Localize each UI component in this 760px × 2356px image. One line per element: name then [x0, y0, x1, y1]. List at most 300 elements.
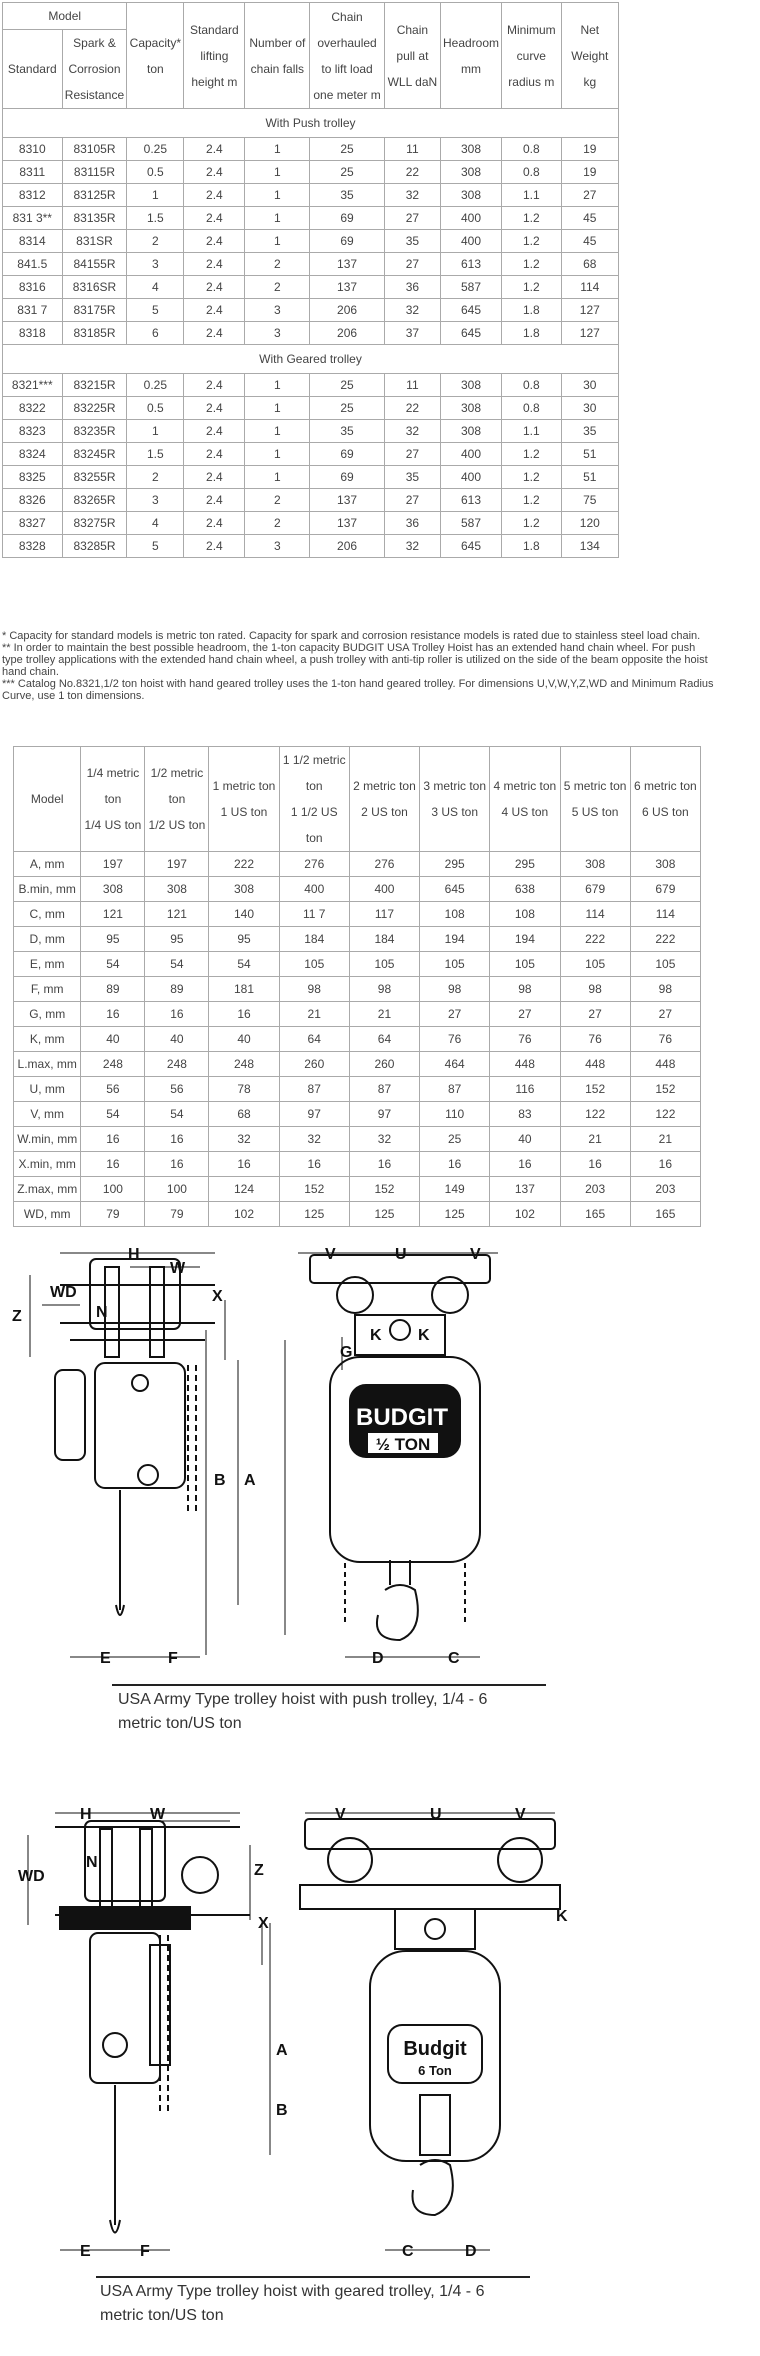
table-cell: 2.4 [184, 161, 245, 184]
table-cell: 78 [209, 1077, 279, 1102]
table-cell: 184 [279, 927, 349, 952]
table-cell: 108 [490, 902, 560, 927]
dim-label-v: V [515, 1806, 526, 1823]
table-cell: 2.4 [184, 276, 245, 299]
table-cell: 122 [630, 1102, 700, 1127]
table-cell: 2.4 [184, 420, 245, 443]
table-cell: 35 [561, 420, 618, 443]
table-cell: 108 [420, 902, 490, 927]
table-cell: 32 [279, 1127, 349, 1152]
table-cell: 98 [420, 977, 490, 1002]
table-cell: 16 [81, 1002, 145, 1027]
table-cell: F, mm [14, 977, 81, 1002]
table-cell: 116 [490, 1077, 560, 1102]
table-cell: 79 [145, 1202, 209, 1227]
table-cell: 32 [349, 1127, 419, 1152]
table-cell: 32 [384, 420, 440, 443]
dim-label-h: H [128, 1246, 140, 1263]
footnote: ** In order to maintain the best possible headroom, the 1-ton capacity BUDGIT USA Trolley Hoist has an extended hand chain wheel. For push type trolley applications with the extended hand chain wheel, a push trolley with anti-tip roller is utilized on the side of the beam opposite the hoist hand chain. [2, 642, 708, 678]
table-cell: 105 [560, 952, 630, 977]
table-cell: 102 [209, 1202, 279, 1227]
table-cell: A, mm [14, 852, 81, 877]
table-cell: 83 [490, 1102, 560, 1127]
table-cell: 1.2 [502, 207, 562, 230]
table-cell: 2.4 [184, 374, 245, 397]
dim-label-k: K [370, 1327, 382, 1344]
table-cell: 645 [420, 877, 490, 902]
table-row [3, 207, 619, 230]
table-cell: E, mm [14, 952, 81, 977]
table-row [3, 299, 619, 322]
table-cell: 102 [490, 1202, 560, 1227]
table-cell: 25 [310, 138, 385, 161]
table-cell: 83225R [62, 397, 127, 420]
table-cell: 40 [490, 1127, 560, 1152]
table-cell: 32 [209, 1127, 279, 1152]
table-cell: 35 [310, 184, 385, 207]
header-line: 4 metric ton [493, 779, 557, 793]
table-cell: 21 [279, 1002, 349, 1027]
table-cell: 1 [127, 184, 184, 207]
figure-caption [118, 1688, 558, 1736]
table-cell: K, mm [14, 1027, 81, 1052]
table-cell: 105 [279, 952, 349, 977]
table-cell: 27 [490, 1002, 560, 1027]
table-cell: 2.4 [184, 443, 245, 466]
table-row [14, 1127, 701, 1152]
table-cell: 2.4 [184, 466, 245, 489]
table-cell: 1.2 [502, 489, 562, 512]
header-standard: Standard [3, 30, 63, 109]
table-cell: 95 [145, 927, 209, 952]
header-curve: Minimum curve radius m [502, 3, 562, 109]
table-cell: 1.2 [502, 253, 562, 276]
table-cell: 32 [384, 299, 440, 322]
table-row [3, 443, 619, 466]
hoist-spec-table [2, 2, 619, 558]
table-cell: 21 [630, 1127, 700, 1152]
hoist-spec-body [3, 109, 619, 558]
geared-trolley-hoist-drawing [0, 1805, 580, 2275]
table-cell: 56 [145, 1077, 209, 1102]
table-cell: 206 [310, 322, 385, 345]
table-cell: 83125R [62, 184, 127, 207]
table-cell: 0.8 [502, 138, 562, 161]
table-cell: 1.5 [127, 207, 184, 230]
header-line: Model [30, 792, 64, 806]
brand-logo: Budgit [403, 2038, 467, 2060]
table-cell: 36 [384, 512, 440, 535]
table-cell: 308 [81, 877, 145, 902]
column-header [349, 747, 419, 852]
table-cell: 121 [81, 902, 145, 927]
table-cell: 448 [490, 1052, 560, 1077]
dim-label-v: V [325, 1246, 336, 1263]
table-cell: 16 [630, 1152, 700, 1177]
table-cell: 2.4 [184, 138, 245, 161]
table-cell: 105 [349, 952, 419, 977]
table-cell: 40 [209, 1027, 279, 1052]
table-cell: 1.2 [502, 443, 562, 466]
table-cell: 89 [145, 977, 209, 1002]
table-cell: D, mm [14, 927, 81, 952]
table-cell: 120 [561, 512, 618, 535]
table-cell: 100 [145, 1177, 209, 1202]
table-cell: 11 [384, 138, 440, 161]
table-cell: 98 [279, 977, 349, 1002]
table-cell: 1.2 [502, 466, 562, 489]
header-pull: Chain pull at WLL daN [384, 3, 440, 109]
table-cell: 35 [310, 420, 385, 443]
table-cell: 260 [349, 1052, 419, 1077]
table-cell: 400 [349, 877, 419, 902]
table-cell: 16 [209, 1152, 279, 1177]
dim-label-v: V [470, 1246, 481, 1263]
table-cell: 8316 [3, 276, 63, 299]
header-line: 6 metric ton [634, 779, 697, 793]
table-cell: 308 [441, 184, 502, 207]
table-cell: 831 3** [3, 207, 63, 230]
table-cell: 448 [630, 1052, 700, 1077]
table-cell: 206 [310, 299, 385, 322]
table-cell: 69 [310, 443, 385, 466]
table-cell: 4 [127, 512, 184, 535]
header-line: 1 1/2 US [290, 805, 338, 819]
table-cell: 0.8 [502, 397, 562, 420]
table-cell: 260 [279, 1052, 349, 1077]
table-cell: 83135R [62, 207, 127, 230]
table-cell: 114 [630, 902, 700, 927]
table-cell: 308 [441, 397, 502, 420]
caption-line: metric ton/US ton [118, 1715, 242, 1732]
table-cell: 16 [420, 1152, 490, 1177]
header-line: ton [168, 792, 186, 806]
table-cell: 8316SR [62, 276, 127, 299]
table-cell: 19 [561, 161, 618, 184]
dim-label-h: H [80, 1806, 92, 1823]
caption-line: metric ton/US ton [100, 2307, 224, 2324]
table-cell: 152 [279, 1177, 349, 1202]
table-cell: 16 [349, 1152, 419, 1177]
table-cell: 137 [490, 1177, 560, 1202]
capacity-badge: ½ TON [375, 1435, 431, 1454]
table-cell: 0.25 [127, 374, 184, 397]
table-cell: 613 [441, 489, 502, 512]
table-cell: 197 [145, 852, 209, 877]
column-header [145, 747, 209, 852]
table-row [3, 161, 619, 184]
table-cell: 35 [384, 230, 440, 253]
table-cell: 1 [245, 420, 310, 443]
table-cell: 54 [145, 952, 209, 977]
header-line: 3 US ton [431, 805, 479, 819]
table-cell: 54 [209, 952, 279, 977]
table-cell: 21 [560, 1127, 630, 1152]
dim-label-z: Z [12, 1308, 22, 1325]
table-cell: 8326 [3, 489, 63, 512]
column-header [209, 747, 279, 852]
table-cell: 27 [561, 184, 618, 207]
table-cell: 122 [560, 1102, 630, 1127]
table-cell: 1 [245, 184, 310, 207]
table-cell: 40 [81, 1027, 145, 1052]
table-row [14, 1152, 701, 1177]
table-row [3, 489, 619, 512]
table-row [3, 276, 619, 299]
table-cell: 2.4 [184, 230, 245, 253]
table-cell: 83235R [62, 420, 127, 443]
table-cell: 45 [561, 230, 618, 253]
table-header-row [3, 3, 619, 30]
header-line: 1/4 US ton [84, 818, 142, 832]
table-cell: 105 [490, 952, 560, 977]
table-cell: 222 [560, 927, 630, 952]
dim-label-x: X [212, 1288, 223, 1305]
table-row [14, 852, 701, 877]
table-cell: 2.4 [184, 207, 245, 230]
table-cell: 125 [420, 1202, 490, 1227]
header-line: 1 US ton [220, 805, 268, 819]
table-cell: 197 [81, 852, 145, 877]
table-cell: 127 [561, 299, 618, 322]
table-cell: 831 7 [3, 299, 63, 322]
table-row [14, 1102, 701, 1127]
table-cell: 25 [310, 161, 385, 184]
header-line: 4 US ton [501, 805, 549, 819]
table-cell: 83105R [62, 138, 127, 161]
table-cell: 194 [420, 927, 490, 952]
header-line: 6 US ton [642, 805, 689, 819]
table-cell: X.min, mm [14, 1152, 81, 1177]
dim-label-b: B [214, 1472, 226, 1489]
table-cell: 16 [145, 1127, 209, 1152]
table-cell: 98 [560, 977, 630, 1002]
table-cell: 1.5 [127, 443, 184, 466]
table-cell: 32 [384, 535, 440, 558]
table-cell: 184 [349, 927, 419, 952]
dim-label-n: N [86, 1854, 98, 1871]
table-cell: Z.max, mm [14, 1177, 81, 1202]
dim-label-g: G [340, 1344, 353, 1361]
table-cell: 27 [384, 489, 440, 512]
table-cell: U, mm [14, 1077, 81, 1102]
table-cell: 8311 [3, 161, 63, 184]
table-cell: 98 [490, 977, 560, 1002]
table-cell: 2 [245, 512, 310, 535]
table-row [3, 397, 619, 420]
dim-label-k: K [418, 1327, 430, 1344]
table-cell: 645 [441, 535, 502, 558]
table-cell: 165 [560, 1202, 630, 1227]
table-cell: 0.5 [127, 161, 184, 184]
table-row [3, 184, 619, 207]
dim-label-x: X [258, 1915, 269, 1932]
table-row [14, 877, 701, 902]
table-cell: 1 [245, 466, 310, 489]
table-cell: 5 [127, 535, 184, 558]
column-header [420, 747, 490, 852]
caption-divider [96, 2276, 530, 2278]
table-row [3, 466, 619, 489]
table-cell: 64 [279, 1027, 349, 1052]
section-row [3, 345, 619, 374]
header-lift: Standard lifting height m [184, 3, 245, 109]
table-cell: 1.8 [502, 299, 562, 322]
table-cell: 89 [81, 977, 145, 1002]
table-cell: 4 [127, 276, 184, 299]
table-cell: G, mm [14, 1002, 81, 1027]
table-cell: 308 [441, 138, 502, 161]
table-cell: 248 [209, 1052, 279, 1077]
table-cell: 137 [310, 276, 385, 299]
dim-label-e: E [80, 2243, 91, 2260]
table-cell: 1 [245, 207, 310, 230]
caption-line: USA Army Type trolley hoist with geared trolley, 1/4 - 6 [100, 2283, 485, 2300]
table-cell: 638 [490, 877, 560, 902]
table-cell: 1 [245, 138, 310, 161]
table-cell: 125 [349, 1202, 419, 1227]
table-cell: 165 [630, 1202, 700, 1227]
column-header [81, 747, 145, 852]
table-cell: 40 [145, 1027, 209, 1052]
table-cell: 152 [560, 1077, 630, 1102]
header-line: 5 metric ton [563, 779, 627, 793]
table-cell: 1.8 [502, 322, 562, 345]
table-row [3, 535, 619, 558]
table-cell: 203 [560, 1177, 630, 1202]
table-cell: 1 [245, 161, 310, 184]
header-line: 1 1/2 metric [282, 753, 346, 767]
header-line: 1/2 US ton [148, 818, 206, 832]
table-cell: 295 [420, 852, 490, 877]
table-cell: 181 [209, 977, 279, 1002]
table-cell: 83245R [62, 443, 127, 466]
table-cell: 194 [490, 927, 560, 952]
table-cell: 36 [384, 276, 440, 299]
table-cell: 83215R [62, 374, 127, 397]
table-cell: 2.4 [184, 299, 245, 322]
capacity-badge: 6 Ton [418, 2063, 452, 2078]
table-cell: 64 [349, 1027, 419, 1052]
table-cell: V, mm [14, 1102, 81, 1127]
table-cell: 1 [245, 397, 310, 420]
table-cell: 137 [310, 489, 385, 512]
table-cell: 0.25 [127, 138, 184, 161]
table-cell: 98 [349, 977, 419, 1002]
table-cell: 1 [127, 420, 184, 443]
table-cell: 121 [145, 902, 209, 927]
dim-label-n: N [96, 1304, 108, 1321]
dim-label-w: W [150, 1806, 166, 1823]
table-cell: 2 [127, 466, 184, 489]
table-row [14, 1177, 701, 1202]
table-cell: 69 [310, 230, 385, 253]
table-cell: 27 [384, 207, 440, 230]
dim-label-b: B [276, 2102, 288, 2119]
table-cell: 2 [245, 276, 310, 299]
table-cell: 248 [81, 1052, 145, 1077]
column-header [14, 747, 81, 852]
table-cell: 75 [561, 489, 618, 512]
table-cell: 56 [81, 1077, 145, 1102]
push-trolley-hoist-drawing [0, 1245, 560, 1685]
table-cell: 308 [145, 877, 209, 902]
header-line: 2 US ton [361, 805, 408, 819]
table-cell: 3 [127, 489, 184, 512]
table-cell: 137 [310, 253, 385, 276]
table-cell: 54 [145, 1102, 209, 1127]
table-cell: 400 [441, 207, 502, 230]
table-cell: 97 [279, 1102, 349, 1127]
section-row [3, 109, 619, 138]
table-row [3, 512, 619, 535]
table-cell: 8321*** [3, 374, 63, 397]
dim-label-c: C [402, 2243, 414, 2260]
table-cell: 54 [81, 952, 145, 977]
table-cell: 152 [630, 1077, 700, 1102]
table-cell: 105 [630, 952, 700, 977]
table-cell: 1.2 [502, 276, 562, 299]
table-cell: 95 [209, 927, 279, 952]
table-cell: 679 [630, 877, 700, 902]
section-title: With Geared trolley [3, 345, 619, 374]
table-cell: 117 [349, 902, 419, 927]
table-cell: 448 [560, 1052, 630, 1077]
table-cell: 98 [630, 977, 700, 1002]
dim-label-a: A [244, 1472, 256, 1489]
header-line: 2 metric ton [353, 779, 416, 793]
header-line: 1 metric ton [212, 779, 276, 793]
table-cell: 2.4 [184, 512, 245, 535]
table-cell: 87 [279, 1077, 349, 1102]
table-cell: 95 [81, 927, 145, 952]
table-cell: 308 [560, 852, 630, 877]
table-cell: 97 [349, 1102, 419, 1127]
header-model: Model [3, 3, 127, 30]
table-cell: 76 [630, 1027, 700, 1052]
table-row [14, 952, 701, 977]
footnote: * Capacity for standard models is metric ton rated. Capacity for spark and corrosion resistance models is rated due to stainless steel load chain. [2, 630, 701, 642]
table-row [3, 322, 619, 345]
table-cell: 222 [630, 927, 700, 952]
table-cell: 587 [441, 276, 502, 299]
table-cell: 2.4 [184, 253, 245, 276]
dim-label-v: V [335, 1806, 346, 1823]
table-cell: 87 [349, 1077, 419, 1102]
table-cell: 21 [349, 1002, 419, 1027]
table-cell: 2.4 [184, 535, 245, 558]
table-cell: 679 [560, 877, 630, 902]
table-cell: 54 [81, 1102, 145, 1127]
table-cell: 841.5 [3, 253, 63, 276]
table-cell: 25 [310, 374, 385, 397]
table-cell: 69 [310, 207, 385, 230]
dim-label-u: U [395, 1246, 407, 1263]
table-cell: 83285R [62, 535, 127, 558]
table-cell: 308 [441, 420, 502, 443]
dim-label-u: U [430, 1806, 442, 1823]
table-cell: 2 [245, 489, 310, 512]
table-cell: 69 [310, 466, 385, 489]
figure-caption [100, 2280, 540, 2328]
header-spark: Spark & Corrosion Resistance [62, 30, 127, 109]
header-falls: Number of chain falls [245, 3, 310, 109]
table-cell: 645 [441, 299, 502, 322]
table-cell: 1.1 [502, 184, 562, 207]
table-cell: 276 [279, 852, 349, 877]
header-line: ton [104, 792, 122, 806]
table-cell: 114 [560, 902, 630, 927]
